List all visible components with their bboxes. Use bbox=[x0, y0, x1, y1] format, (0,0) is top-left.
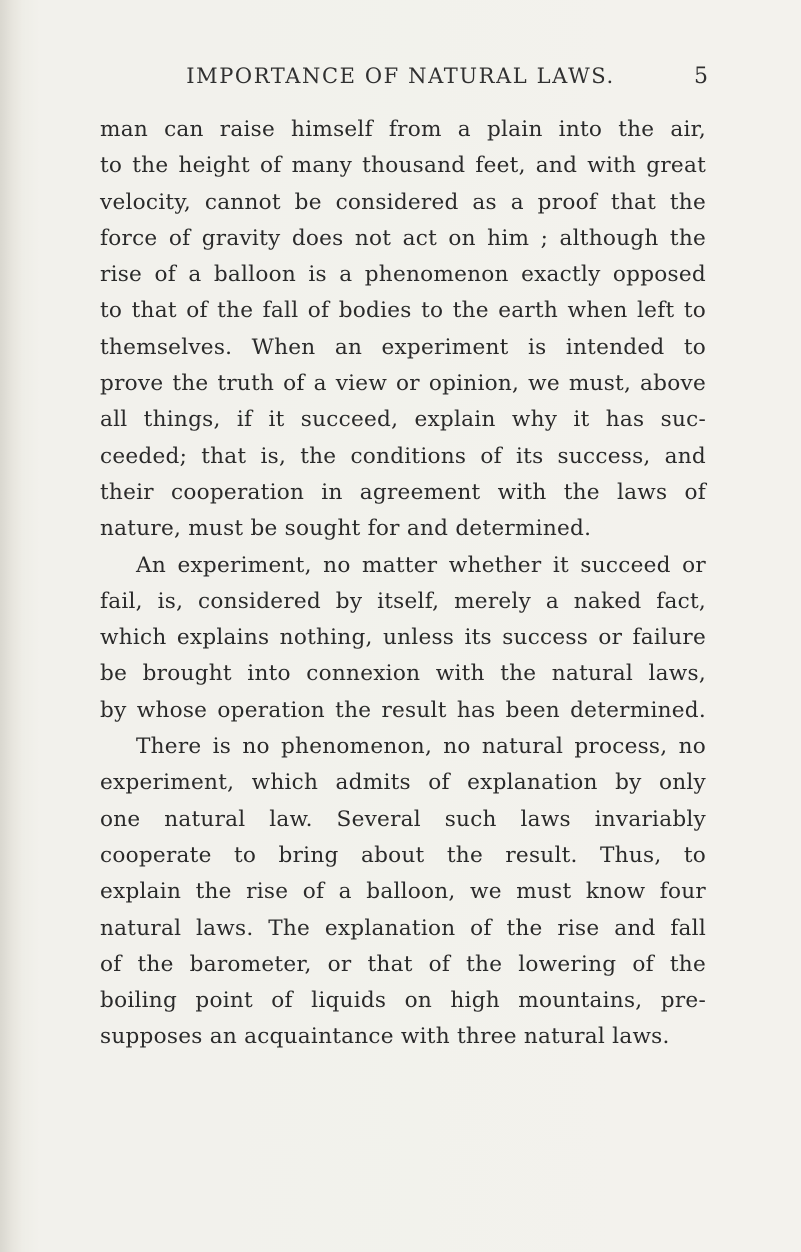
text-line: of the barometer, or that of the lowering of the bbox=[100, 951, 706, 977]
text-line: natural laws. The explanation of the rise and fall bbox=[100, 915, 706, 941]
text-line: An experiment, no matter whether it succeed or bbox=[136, 552, 706, 578]
text-line: supposes an acquaintance with three natural laws. bbox=[100, 1024, 670, 1050]
text-line: nature, must be sought for and determined. bbox=[100, 516, 592, 542]
text-line: boiling point of liquids on high mountains, pre- bbox=[100, 988, 706, 1014]
text-line: cooperate to bring about the result. Thus, to bbox=[100, 842, 706, 868]
page-gutter-shadow bbox=[0, 0, 22, 1252]
text-line: experiment, which admits of explanation by only bbox=[100, 770, 706, 796]
text-line: explain the rise of a balloon, we must know four bbox=[100, 879, 706, 905]
text-line: their cooperation in agreement with the laws of bbox=[100, 479, 706, 505]
text-line: to the height of many thousand feet, and with great bbox=[100, 153, 706, 179]
text-line: one natural law. Several such laws invariably bbox=[100, 806, 706, 832]
text-line: to that of the fall of bodies to the earth when left to bbox=[100, 298, 706, 324]
text-line: rise of a balloon is a phenomenon exactly opposed bbox=[100, 262, 706, 288]
running-title: IMPORTANCE OF NATURAL LAWS. bbox=[186, 64, 615, 88]
text-line: themselves. When an experiment is intended to bbox=[100, 334, 706, 360]
text-line: man can raise himself from a plain into the air, bbox=[100, 117, 706, 142]
page-number: 5 bbox=[694, 64, 708, 89]
text-line: by whose operation the result has been determined. bbox=[100, 697, 706, 723]
text-line: prove the truth of a view or opinion, we must, above bbox=[100, 371, 706, 397]
text-line: force of gravity does not act on him ; although the bbox=[100, 225, 706, 251]
text-line: which explains nothing, unless its success or failure bbox=[100, 625, 706, 651]
text-line: velocity, cannot be considered as a proof that the bbox=[100, 189, 706, 215]
text-line: fail, is, considered by itself, merely a naked fact, bbox=[100, 588, 706, 614]
text-line: There is no phenomenon, no natural process, no bbox=[136, 734, 706, 760]
body-text bbox=[100, 112, 706, 1056]
text-line: ceeded; that is, the conditions of its success, and bbox=[100, 443, 706, 469]
text-line: all things, if it succeed, explain why it has suc- bbox=[100, 407, 706, 433]
text-line: be brought into connexion with the natural laws, bbox=[100, 661, 706, 687]
running-head bbox=[0, 58, 801, 88]
